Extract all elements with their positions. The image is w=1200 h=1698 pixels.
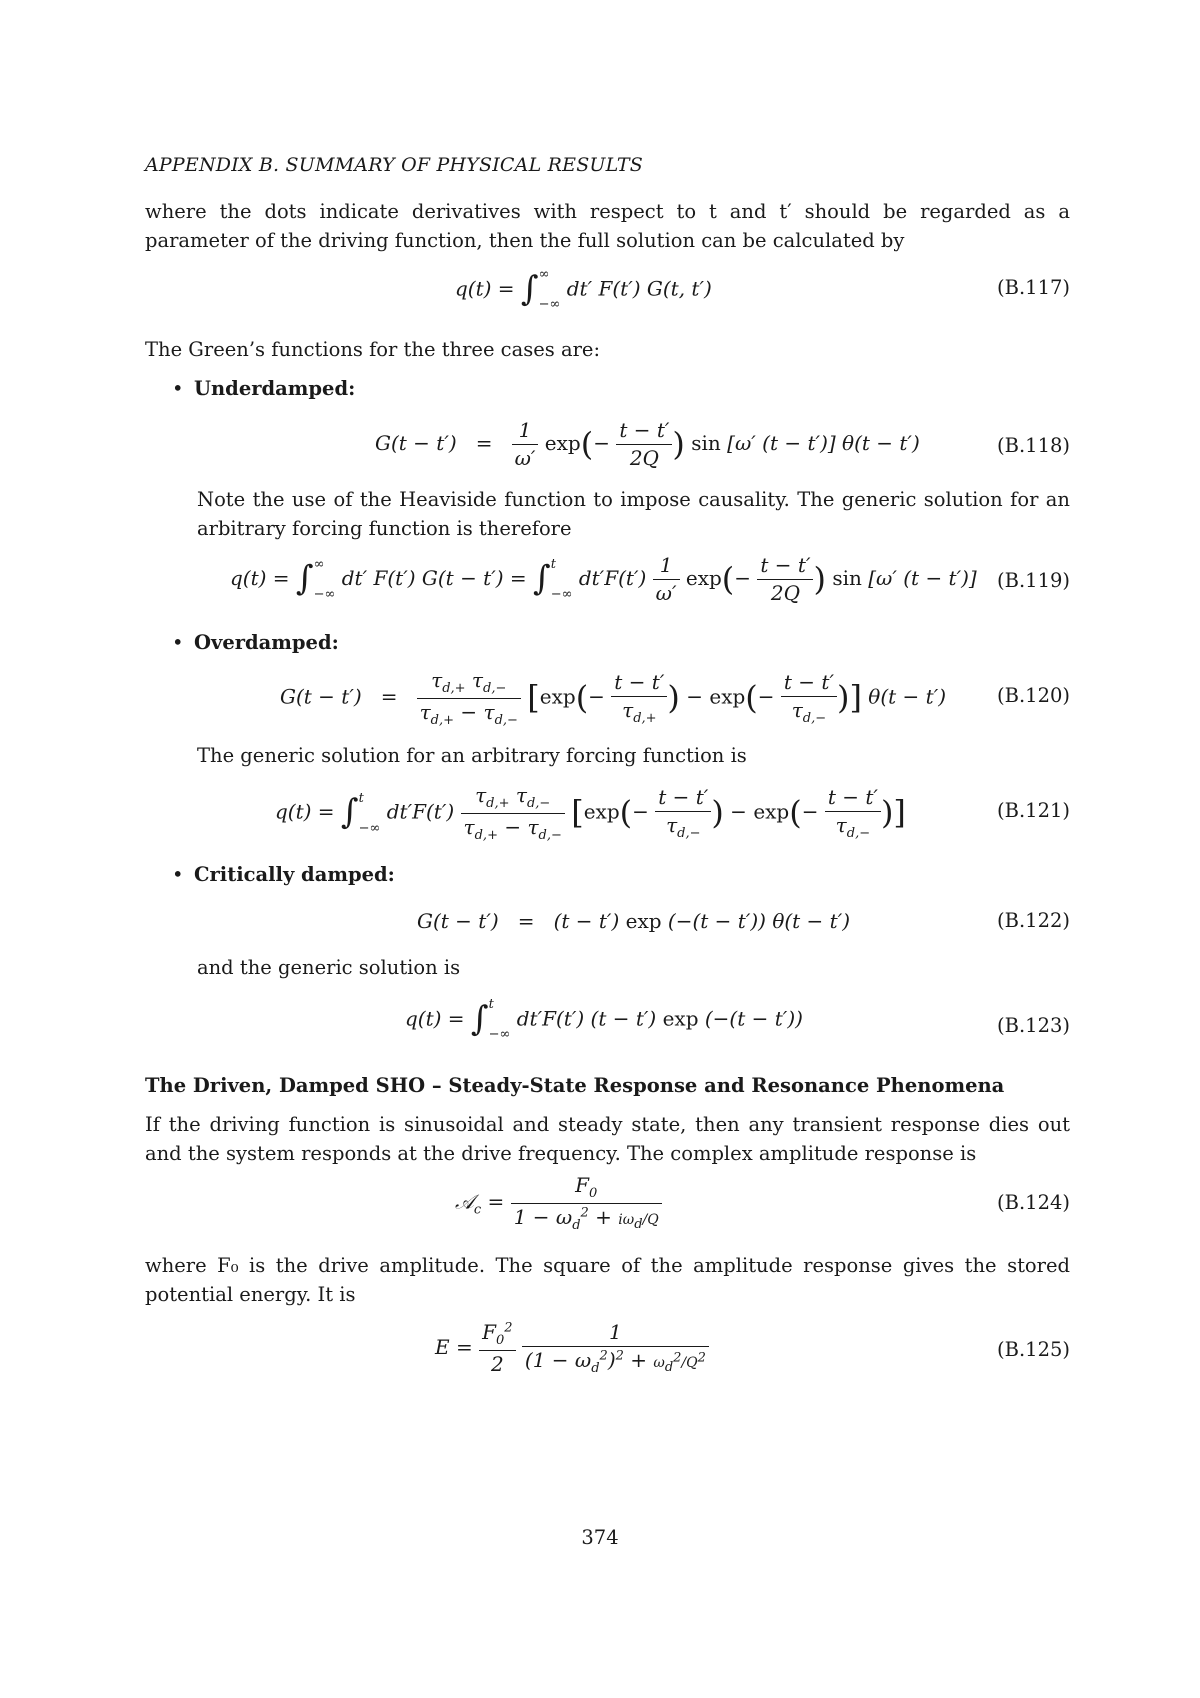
- section-heading: The Driven, Damped SHO – Steady-State Response and Resonance Phenomena: [145, 1074, 1005, 1097]
- equation-number: (B.120): [997, 684, 1070, 707]
- paragraph: where the dots indicate derivatives with respect to t and t′ should be regarded as a parameter of the driving function, then the full solution can be calculated by: [145, 200, 1070, 252]
- bullet-overdamped: • Overdamped:: [172, 631, 339, 654]
- paragraph: where F₀ is the drive amplitude. The square of the amplitude response gives the stored potential energy. It is: [145, 1254, 1070, 1306]
- equation-b119: q(t) = ∫∞ −∞ dt′ F(t′) G(t − t′) = ∫t −∞ dt′F(t′) $\frac{1}{\omega'}$ exp(− $\frac{t - t'}{2Q}$ ) sin [ω′ (t − t′)] (B.119): [230, 553, 1070, 605]
- equation-b125: E = $\frac{F_0^2}{2}$ $\frac{1}{(1 - \omega_d^2)^2 + \omega_d^2/Q^2}$ (B.125): [435, 1320, 1070, 1376]
- paragraph: Note the use of the Heaviside function to impose causality. The generic solution for an arbitrary forcing function is therefore: [197, 488, 1070, 540]
- paragraph: and the generic solution is: [197, 956, 461, 979]
- equation-number: (B.121): [997, 799, 1070, 822]
- equation-number: (B.125): [997, 1338, 1070, 1361]
- running-head: APPENDIX B. SUMMARY OF PHYSICAL RESULTS: [145, 154, 643, 176]
- bullet-underdamped: • Underdamped:: [172, 377, 356, 400]
- equation-number: (B.122): [997, 909, 1070, 932]
- equation-b121: q(t) = ∫t −∞ dt′F(t′) $\frac{\tau_{d,+} \tau_{d,-}}{\tau_{d,+} - \tau_{d,-}}$ [exp(− $\frac{t - t'}{\tau_{d,-}}$ ) − exp(− $\frac{t - t'}{\tau_{d,-}}$ )] (B.121): [275, 783, 1070, 843]
- equation-b123: q(t) = ∫t −∞ dt′F(t′) (t − t′) exp (−(t − t′)) (B.123): [405, 997, 1070, 1043]
- equation-number: (B.117): [997, 276, 1070, 299]
- equation-b122: G(t − t′) = (t − t′) exp (−(t − t′)) θ(t − t′) (B.122): [417, 909, 1070, 933]
- equation-b124: 𝒜$_c$ = $\frac{F_0}{1 - \omega_d^2 + i\omega_d/Q}$ (B.124): [455, 1173, 1070, 1233]
- paragraph: The Green’s functions for the three cases are:: [145, 338, 601, 361]
- paragraph: If the driving function is sinusoidal and steady state, then any transient response dies out and the system responds at the drive frequency. The complex amplitude response is: [145, 1113, 1070, 1165]
- bullet-critically-damped: • Critically damped:: [172, 863, 395, 886]
- page-number: 374: [581, 1526, 619, 1549]
- equation-b118: G(t − t′) = $\frac{1}{\omega'}$ exp(− $\frac{t - t'}{2Q}$ ) sin [ω′ (t − t′)] θ(t − t′) (B.118): [375, 418, 1070, 470]
- equation-number: (B.124): [997, 1191, 1070, 1214]
- equation-b120: G(t − t′) = $\frac{\tau_{d,+} \tau_{d,-}}{\tau_{d,+} - \tau_{d,-}}$ [exp(− $\frac{t - t'}{\tau_{d,+}}$ ) − exp(− $\frac{t - t'}{\tau_{d,-}}$ )] θ(t − t′) (B.120): [280, 668, 1070, 728]
- paragraph: The generic solution for an arbitrary forcing function is: [197, 744, 747, 767]
- equation-number: (B.123): [997, 1014, 1070, 1037]
- equation-number: (B.119): [997, 569, 1070, 592]
- equation-b117: q(t) = ∫∞ −∞ dt′ F(t′) G(t, t′) (B.117): [455, 267, 1070, 313]
- equation-number: (B.118): [997, 434, 1070, 457]
